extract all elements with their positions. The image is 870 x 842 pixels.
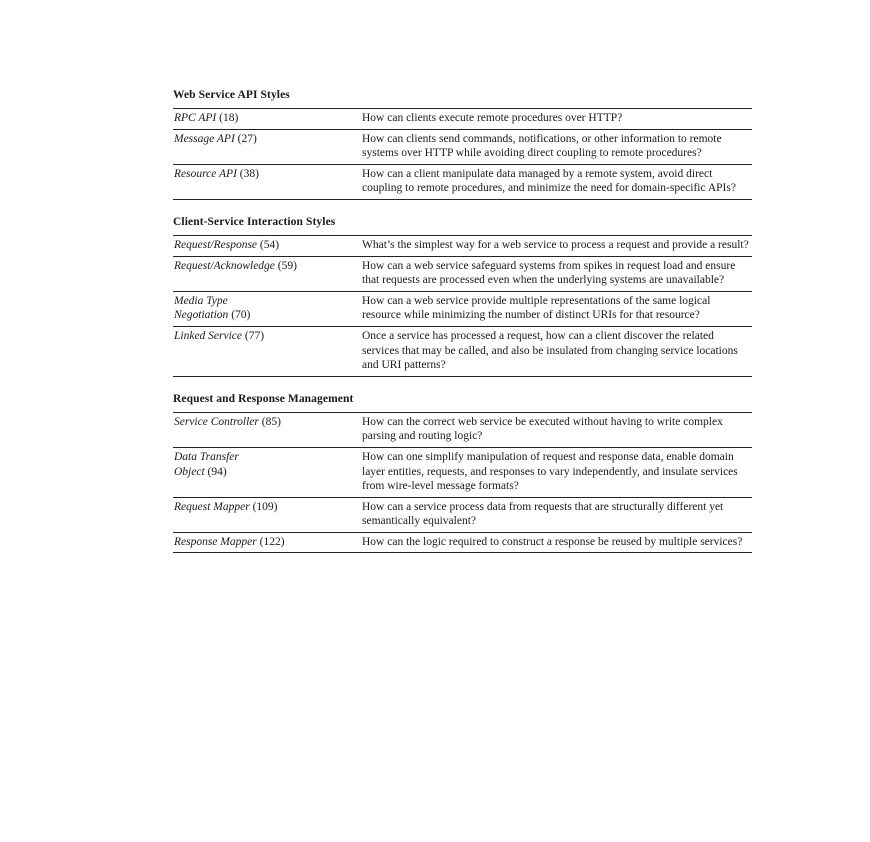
pattern-name: Message API bbox=[174, 132, 235, 145]
pattern-page: ( 70 ) bbox=[228, 309, 250, 321]
pattern-name-cell bbox=[173, 532, 362, 553]
pattern-name: Request/Acknowledge bbox=[174, 259, 275, 272]
pattern-table bbox=[173, 235, 752, 377]
table-row bbox=[173, 447, 752, 497]
pattern-name-cell bbox=[173, 235, 362, 256]
pattern-page: ( 109 ) bbox=[250, 501, 278, 513]
pattern-page: ( 38 ) bbox=[237, 168, 259, 180]
pattern-page: ( 59 ) bbox=[275, 260, 297, 272]
pattern-name: Linked Service bbox=[174, 329, 243, 342]
pattern-page: ( 122 ) bbox=[257, 536, 285, 548]
pattern-name: Request/Response bbox=[174, 238, 258, 251]
table-row bbox=[173, 235, 752, 256]
pattern-table bbox=[173, 108, 752, 200]
section-title: Request and Response Management bbox=[173, 392, 354, 405]
pattern-question: How can one simplify manipulation of request and response data, enable domain layer entities, requests, and responses to vary independently, and insulate services from wire-level message formats? bbox=[362, 450, 738, 493]
section-title: Client-Service Interaction Styles bbox=[173, 215, 336, 228]
pattern-question: Once a service has processed a request, how can a client discover the related services that may be called, and also be insulated from changing service locations and URI patterns? bbox=[362, 329, 738, 372]
table-row bbox=[173, 326, 752, 376]
pattern-name-cell bbox=[173, 447, 362, 497]
pattern-name: Service Controller bbox=[174, 415, 259, 428]
pattern-page: ( 18 ) bbox=[216, 112, 238, 124]
pattern-name: Media Type Negotiation bbox=[174, 294, 229, 322]
pattern-page: ( 85 ) bbox=[259, 416, 281, 428]
pattern-question: How can a service process data from requests that are structurally different yet semantically equivalent? bbox=[362, 500, 724, 528]
table-row bbox=[173, 109, 752, 130]
pattern-question: How can the logic required to construct a response be reused by multiple services? bbox=[362, 535, 743, 548]
pattern-page: ( 27 ) bbox=[235, 133, 257, 145]
pattern-name-cell bbox=[173, 164, 362, 199]
pattern-summary-page bbox=[173, 88, 751, 568]
table-row bbox=[173, 164, 752, 199]
table-row bbox=[173, 291, 752, 326]
section-title: Web Service API Styles bbox=[173, 89, 290, 101]
section-client-service-interaction-styles bbox=[173, 215, 751, 377]
pattern-page: ( 54 ) bbox=[257, 239, 279, 251]
pattern-name: Resource API bbox=[174, 167, 237, 180]
table-row bbox=[173, 256, 752, 291]
pattern-name-cell bbox=[173, 109, 362, 130]
pattern-table bbox=[173, 412, 752, 554]
pattern-name-cell bbox=[173, 326, 362, 376]
pattern-name: RPC API bbox=[174, 112, 217, 124]
pattern-question: How can clients execute remote procedures over HTTP? bbox=[362, 112, 623, 124]
table-row bbox=[173, 532, 752, 553]
pattern-question: How can clients send commands, notifications, or other information to remote systems over HTTP while avoiding direct coupling to remote procedures? bbox=[362, 132, 722, 160]
pattern-question: How can a web service provide multiple representations of the same logical resource while minimizing the number of distinct URIs for that resource? bbox=[362, 294, 711, 322]
table-row bbox=[173, 129, 752, 164]
pattern-question: How can a web service safeguard systems from spikes in request load and ensure that requests are processed even when the underlying systems are unavailable? bbox=[362, 259, 736, 287]
section-web-service-api-styles bbox=[173, 88, 751, 200]
section-request-and-response-management bbox=[173, 392, 751, 554]
pattern-name-cell bbox=[173, 497, 362, 532]
pattern-name: Data Transfer Object bbox=[174, 450, 239, 478]
pattern-page: ( 77 ) bbox=[242, 330, 264, 342]
pattern-question: How can a client manipulate data managed by a remote system, avoid direct coupling to remote procedures, and minimize the need for domain-specific APIs? bbox=[362, 167, 736, 195]
pattern-name-cell bbox=[173, 291, 362, 326]
pattern-name: Request Mapper bbox=[174, 500, 250, 513]
pattern-name-cell bbox=[173, 129, 362, 164]
table-row bbox=[173, 412, 752, 447]
pattern-question: What’s the simplest way for a web service to process a request and provide a result? bbox=[362, 238, 749, 251]
pattern-name: Response Mapper bbox=[174, 535, 257, 548]
pattern-name-cell bbox=[173, 412, 362, 447]
table-row bbox=[173, 497, 752, 532]
pattern-page: ( 94 ) bbox=[205, 466, 227, 478]
pattern-question: How can the correct web service be executed without having to write complex parsing and routing logic? bbox=[362, 415, 723, 443]
pattern-name-cell bbox=[173, 256, 362, 291]
